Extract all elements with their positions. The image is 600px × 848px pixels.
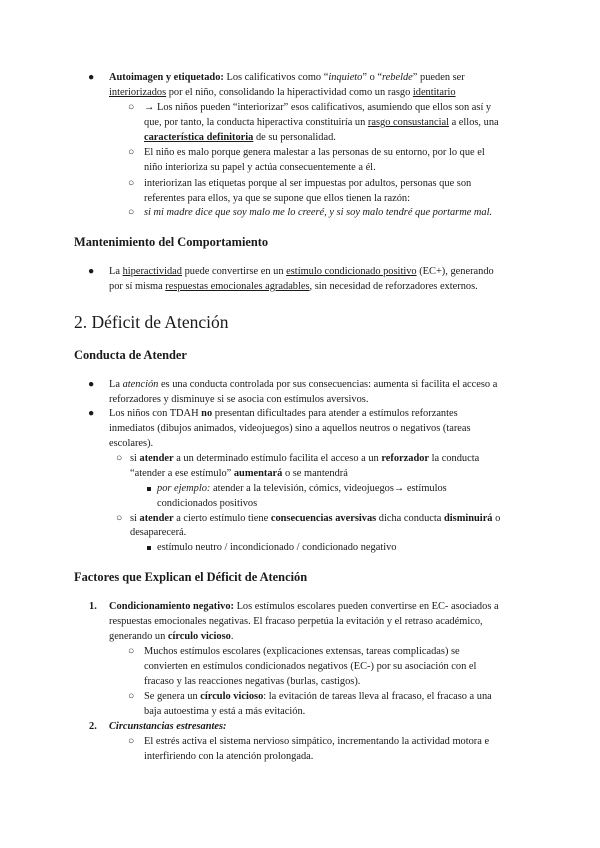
factor-line: generando un círculo vicioso. — [109, 631, 234, 642]
bullet-circle: ○ — [116, 453, 123, 464]
bullet-circle: ○ — [128, 646, 135, 657]
bullet-dot: ● — [88, 266, 95, 277]
sub-sub-line: por ejemplo: atender a la televisión, cómics, videojuegos→ estímulos — [157, 483, 447, 494]
autoimagen-line-2: interiorizados por el niño, consolidando la hiperactividad como un rasgo identitario — [109, 87, 456, 98]
sub-line: fracaso y las reacciones negativas (burlas, castigos). — [144, 676, 361, 687]
tdah-line-3: escolares). — [109, 438, 154, 449]
bullet-square — [147, 546, 151, 550]
sub-line: Se genera un círculo vicioso: la evitación de tareas lleva al fracaso, el fracaso a una — [144, 691, 492, 702]
atencion-line-2: reforzadores y disminuye si se asocia con estímulos aversivos. — [109, 394, 369, 405]
bullet-dot: ● — [88, 379, 95, 390]
bullet-dot: ● — [88, 408, 95, 419]
sub-line: desaparecerá. — [130, 527, 187, 538]
bullet-dot: ● — [88, 72, 95, 83]
sub-line: característica definitoria de su personalidad. — [144, 132, 336, 143]
sub-sub-line: condicionados positivos — [157, 498, 258, 509]
tdah-line-1: Los niños con TDAH no presentan dificultades para atender a estímulos reforzantes — [109, 408, 458, 419]
factor-line: respuestas emocionales negativas. El fracaso perpetúa la evitación y el retraso académico, — [109, 616, 483, 627]
sub-line: que, por tanto, la conducta hiperactiva constituiría un rasgo consustancial a ellos, una — [144, 117, 499, 128]
bullet-circle: ○ — [128, 691, 135, 702]
bullet-circle: ○ — [128, 102, 135, 113]
sub-line: El estrés activa el sistema nervioso simpático, incrementando la actividad motora e — [144, 736, 490, 747]
sub-sub-line: estímulo neutro / incondicionado / condicionado negativo — [157, 542, 397, 553]
bullet-square — [147, 487, 151, 491]
atencion-line-1: La atención es una conducta controlada por sus consecuencias: aumenta si facilita el acceso a — [109, 379, 498, 390]
bullet-circle: ○ — [128, 147, 135, 158]
sub-line: “atender a ese estímulo” aumentará o se mantendrá — [130, 468, 348, 479]
sub-line: si atender a un determinado estímulo facilita el acceso a un reforzador la conducta — [130, 453, 480, 464]
section-heading: Conducta de Atender — [74, 348, 187, 362]
factor-line: Condicionamiento negativo: Los estímulos escolares pueden convertirse en EC- asociados a — [109, 601, 499, 612]
bullet-circle: ○ — [128, 178, 135, 189]
sub-line: convierten en estímulos condicionados negativos (EC-) por su asociación con el — [144, 661, 477, 672]
sub-line: si atender a cierto estímulo tiene consecuencias aversivas dicha conducta disminuirá o — [130, 513, 501, 524]
autoimagen-line-1: Autoimagen y etiquetado: Los calificativos como “inquieto” o “rebelde” pueden ser — [109, 72, 465, 83]
sub-line: si mi madre dice que soy malo me lo creeré, y si soy malo tendré que portarme mal. — [144, 207, 493, 218]
section-heading: Factores que Explican el Déficit de Atención — [74, 570, 308, 584]
chapter-heading: 2. Déficit de Atención — [74, 312, 229, 332]
bullet-circle: ○ — [116, 513, 123, 524]
sub-line: baja autoestima y está a más evitación. — [144, 706, 306, 717]
section-heading: Mantenimiento del Comportamiento — [74, 235, 269, 249]
tdah-line-2: inmediatos (dibujos animados, videojuegos) sino a aquellos neutros o negativos (tareas — [109, 423, 471, 434]
bullet-circle: ○ — [128, 736, 135, 747]
sub-line: El niño es malo porque genera malestar a las personas de su entorno, por lo que el — [144, 147, 485, 158]
sub-line: referentes para ellos, ya que se supone que ellos tienen la razón: — [144, 193, 411, 204]
mantenimiento-line-2: por sí misma respuestas emocionales agradables, sin necesidad de reforzadores externos. — [109, 281, 478, 292]
list-number: 1. — [89, 601, 97, 612]
bullet-circle: ○ — [128, 207, 135, 218]
sub-line: interfiriendo con la atención prolongada. — [144, 751, 314, 762]
list-number: 2. — [89, 721, 97, 732]
factor-line: Circunstancias estresantes: — [109, 721, 227, 732]
sub-line: niño interioriza su papel y actúa consecuentemente a él. — [144, 162, 376, 173]
sub-line: interiorizan las etiquetas porque al ser impuestas por adultos, personas que son — [144, 178, 472, 189]
sub-line: Muchos estímulos escolares (explicaciones extensas, tareas complicadas) se — [144, 646, 460, 657]
sub-line: → Los niños pueden “interiorizar” esos calificativos, asumiendo que ellos son así y — [144, 102, 492, 113]
mantenimiento-line-1: La hiperactividad puede convertirse en un estímulo condicionado positivo (EC+), generando — [109, 266, 494, 277]
